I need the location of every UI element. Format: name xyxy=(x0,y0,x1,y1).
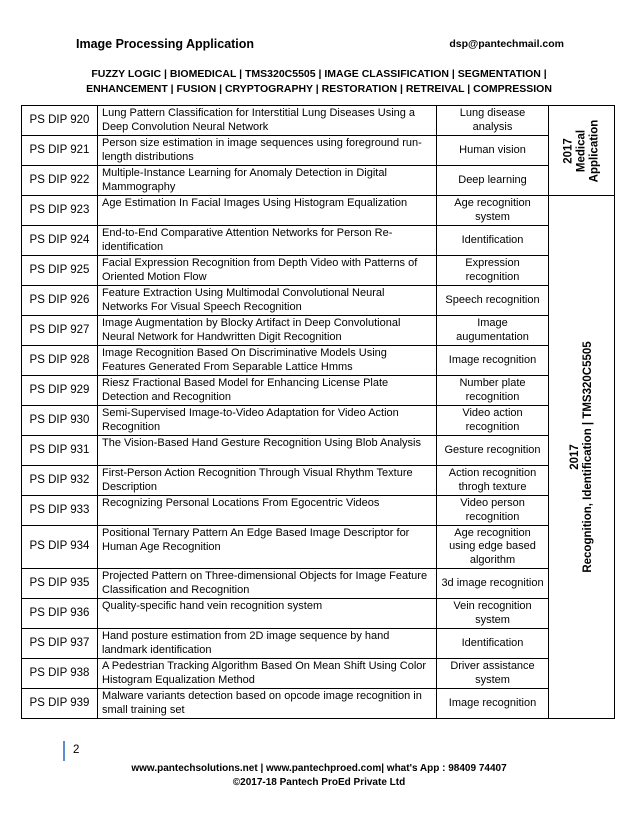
project-title: Feature Extraction Using Multimodal Convolutional Neural Networks For Visual Speech Recognition xyxy=(98,286,437,316)
table-row xyxy=(22,659,615,689)
application-area: Age recognition system xyxy=(437,196,549,226)
table-row xyxy=(22,629,615,659)
project-title: Image Recognition Based On Discriminative Models Using Features Generated From Separable Lattice Hmms xyxy=(98,346,437,376)
application-area: Video action recognition xyxy=(437,406,549,436)
project-code: PS DIP 924 xyxy=(22,226,98,256)
category-label xyxy=(569,341,595,572)
table-row xyxy=(22,316,615,346)
topic-list xyxy=(60,67,578,96)
application-area: Lung disease analysis xyxy=(437,106,549,136)
application-area: Action recognition throgh texture xyxy=(437,466,549,496)
application-area: Deep learning xyxy=(437,166,549,196)
project-title: Semi-Supervised Image-to-Video Adaptation for Video Action Recognition xyxy=(98,406,437,436)
table-row xyxy=(22,196,615,226)
project-code: PS DIP 927 xyxy=(22,316,98,346)
project-title: Hand posture estimation from 2D image sequence by hand landmark identification xyxy=(98,629,437,659)
table-row xyxy=(22,466,615,496)
project-title: The Vision-Based Hand Gesture Recognition Using Blob Analysis xyxy=(98,436,437,466)
project-code: PS DIP 926 xyxy=(22,286,98,316)
project-code: PS DIP 936 xyxy=(22,599,98,629)
category-line1: Medical xyxy=(575,129,587,172)
table-row xyxy=(22,346,615,376)
category-line1: Recognition, Identification | TMS320C5505 xyxy=(581,341,594,573)
application-area: Speech recognition xyxy=(437,286,549,316)
project-code: PS DIP 925 xyxy=(22,256,98,286)
project-code: PS DIP 939 xyxy=(22,689,98,719)
application-area: Identification xyxy=(437,629,549,659)
table-row xyxy=(22,106,615,136)
application-area: Age recognition using edge based algorithm xyxy=(437,526,549,569)
table-row xyxy=(22,496,615,526)
application-area: Number plate recognition xyxy=(437,376,549,406)
application-area: Identification xyxy=(437,226,549,256)
project-code: PS DIP 931 xyxy=(22,436,98,466)
table-row xyxy=(22,436,615,466)
table-row xyxy=(22,569,615,599)
application-area: Expression recognition xyxy=(437,256,549,286)
project-code: PS DIP 923 xyxy=(22,196,98,226)
project-title: Projected Pattern on Three-dimensional Objects for Image Feature Classification and Recognition xyxy=(98,569,437,599)
project-title: Age Estimation In Facial Images Using Histogram Equalization xyxy=(98,196,437,226)
category-cell xyxy=(549,106,615,196)
application-area: Human vision xyxy=(437,136,549,166)
table-row xyxy=(22,406,615,436)
project-title: Facial Expression Recognition from Depth Video with Patterns of Oriented Motion Flow xyxy=(98,256,437,286)
project-code: PS DIP 921 xyxy=(22,136,98,166)
project-code: PS DIP 929 xyxy=(22,376,98,406)
table-row xyxy=(22,286,615,316)
table-row xyxy=(22,689,615,719)
project-title: Riesz Fractional Based Model for Enhancing License Plate Detection and Recognition xyxy=(98,376,437,406)
table-row xyxy=(22,136,615,166)
project-title: Multiple-Instance Learning for Anomaly Detection in Digital Mammography xyxy=(98,166,437,196)
table-row xyxy=(22,256,615,286)
footer-copyright: ©2017-18 Pantech ProEd Private Ltd xyxy=(232,777,406,788)
project-code: PS DIP 922 xyxy=(22,166,98,196)
application-area: Driver assistance system xyxy=(437,659,549,689)
project-code: PS DIP 932 xyxy=(22,466,98,496)
category-label xyxy=(562,119,601,182)
page-number-bar xyxy=(63,741,65,761)
project-table-body xyxy=(22,106,615,719)
category-year: 2017 xyxy=(568,444,581,470)
project-title: Person size estimation in image sequences using foreground run-length distributions xyxy=(98,136,437,166)
project-code: PS DIP 934 xyxy=(22,526,98,569)
application-area: Image recognition xyxy=(437,346,549,376)
page-header xyxy=(76,37,564,53)
application-area: Gesture recognition xyxy=(437,436,549,466)
project-code: PS DIP 920 xyxy=(22,106,98,136)
topic-line-1: FUZZY LOGIC | BIOMEDICAL | TMS320C5505 | IMAGE CLASSIFICATION | SEGMENTATION | xyxy=(91,68,547,80)
project-title: End-to-End Comparative Attention Networks for Person Re-identification xyxy=(98,226,437,256)
table-row xyxy=(22,166,615,196)
application-area: Vein recognition system xyxy=(437,599,549,629)
project-code: PS DIP 930 xyxy=(22,406,98,436)
application-area: Image recognition xyxy=(437,689,549,719)
category-year: 2017 xyxy=(562,137,574,164)
topic-line-2: ENHANCEMENT | FUSION | CRYPTOGRAPHY | RESTORATION | RETREIVAL | COMPRESSION xyxy=(86,82,552,95)
category-line2: Application xyxy=(588,119,600,182)
page-footer xyxy=(60,762,578,790)
application-area: Image augumentation xyxy=(437,316,549,346)
project-title: Image Augmentation by Blocky Artifact in Deep Convolutional Neural Network for Handwritten Digit Recognition xyxy=(98,316,437,346)
project-title: First-Person Action Recognition Through Visual Rhythm Texture Description xyxy=(98,466,437,496)
application-area: 3d image recognition xyxy=(437,569,549,599)
document-title: Image Processing Application xyxy=(76,37,255,51)
project-title: A Pedestrian Tracking Algorithm Based On Mean Shift Using Color Histogram Equalization Method xyxy=(98,659,437,689)
project-code: PS DIP 937 xyxy=(22,629,98,659)
application-area: Video person recognition xyxy=(437,496,549,526)
page-number: 2 xyxy=(73,744,80,756)
project-title: Recognizing Personal Locations From Egocentric Videos xyxy=(98,496,437,526)
table-row xyxy=(22,376,615,406)
project-title: Malware variants detection based on opcode image recognition in small training set xyxy=(98,689,437,719)
project-title: Quality-specific hand vein recognition system xyxy=(98,599,437,629)
table-row xyxy=(22,599,615,629)
project-title: Positional Ternary Pattern An Edge Based Image Descriptor for Human Age Recognition xyxy=(98,526,437,569)
footer-links: www.pantechsolutions.net | www.pantechproed.com| what's App : 98409 74407 xyxy=(131,763,507,774)
category-cell xyxy=(549,196,615,719)
project-code: PS DIP 938 xyxy=(22,659,98,689)
project-code: PS DIP 933 xyxy=(22,496,98,526)
table-row xyxy=(22,226,615,256)
table-row xyxy=(22,526,615,569)
project-table xyxy=(21,105,615,719)
project-code: PS DIP 928 xyxy=(22,346,98,376)
project-code: PS DIP 935 xyxy=(22,569,98,599)
contact-email[interactable]: dsp@pantechmail.com xyxy=(449,38,564,50)
project-title: Lung Pattern Classification for Interstitial Lung Diseases Using a Deep Convolution Neural Network xyxy=(98,106,437,136)
